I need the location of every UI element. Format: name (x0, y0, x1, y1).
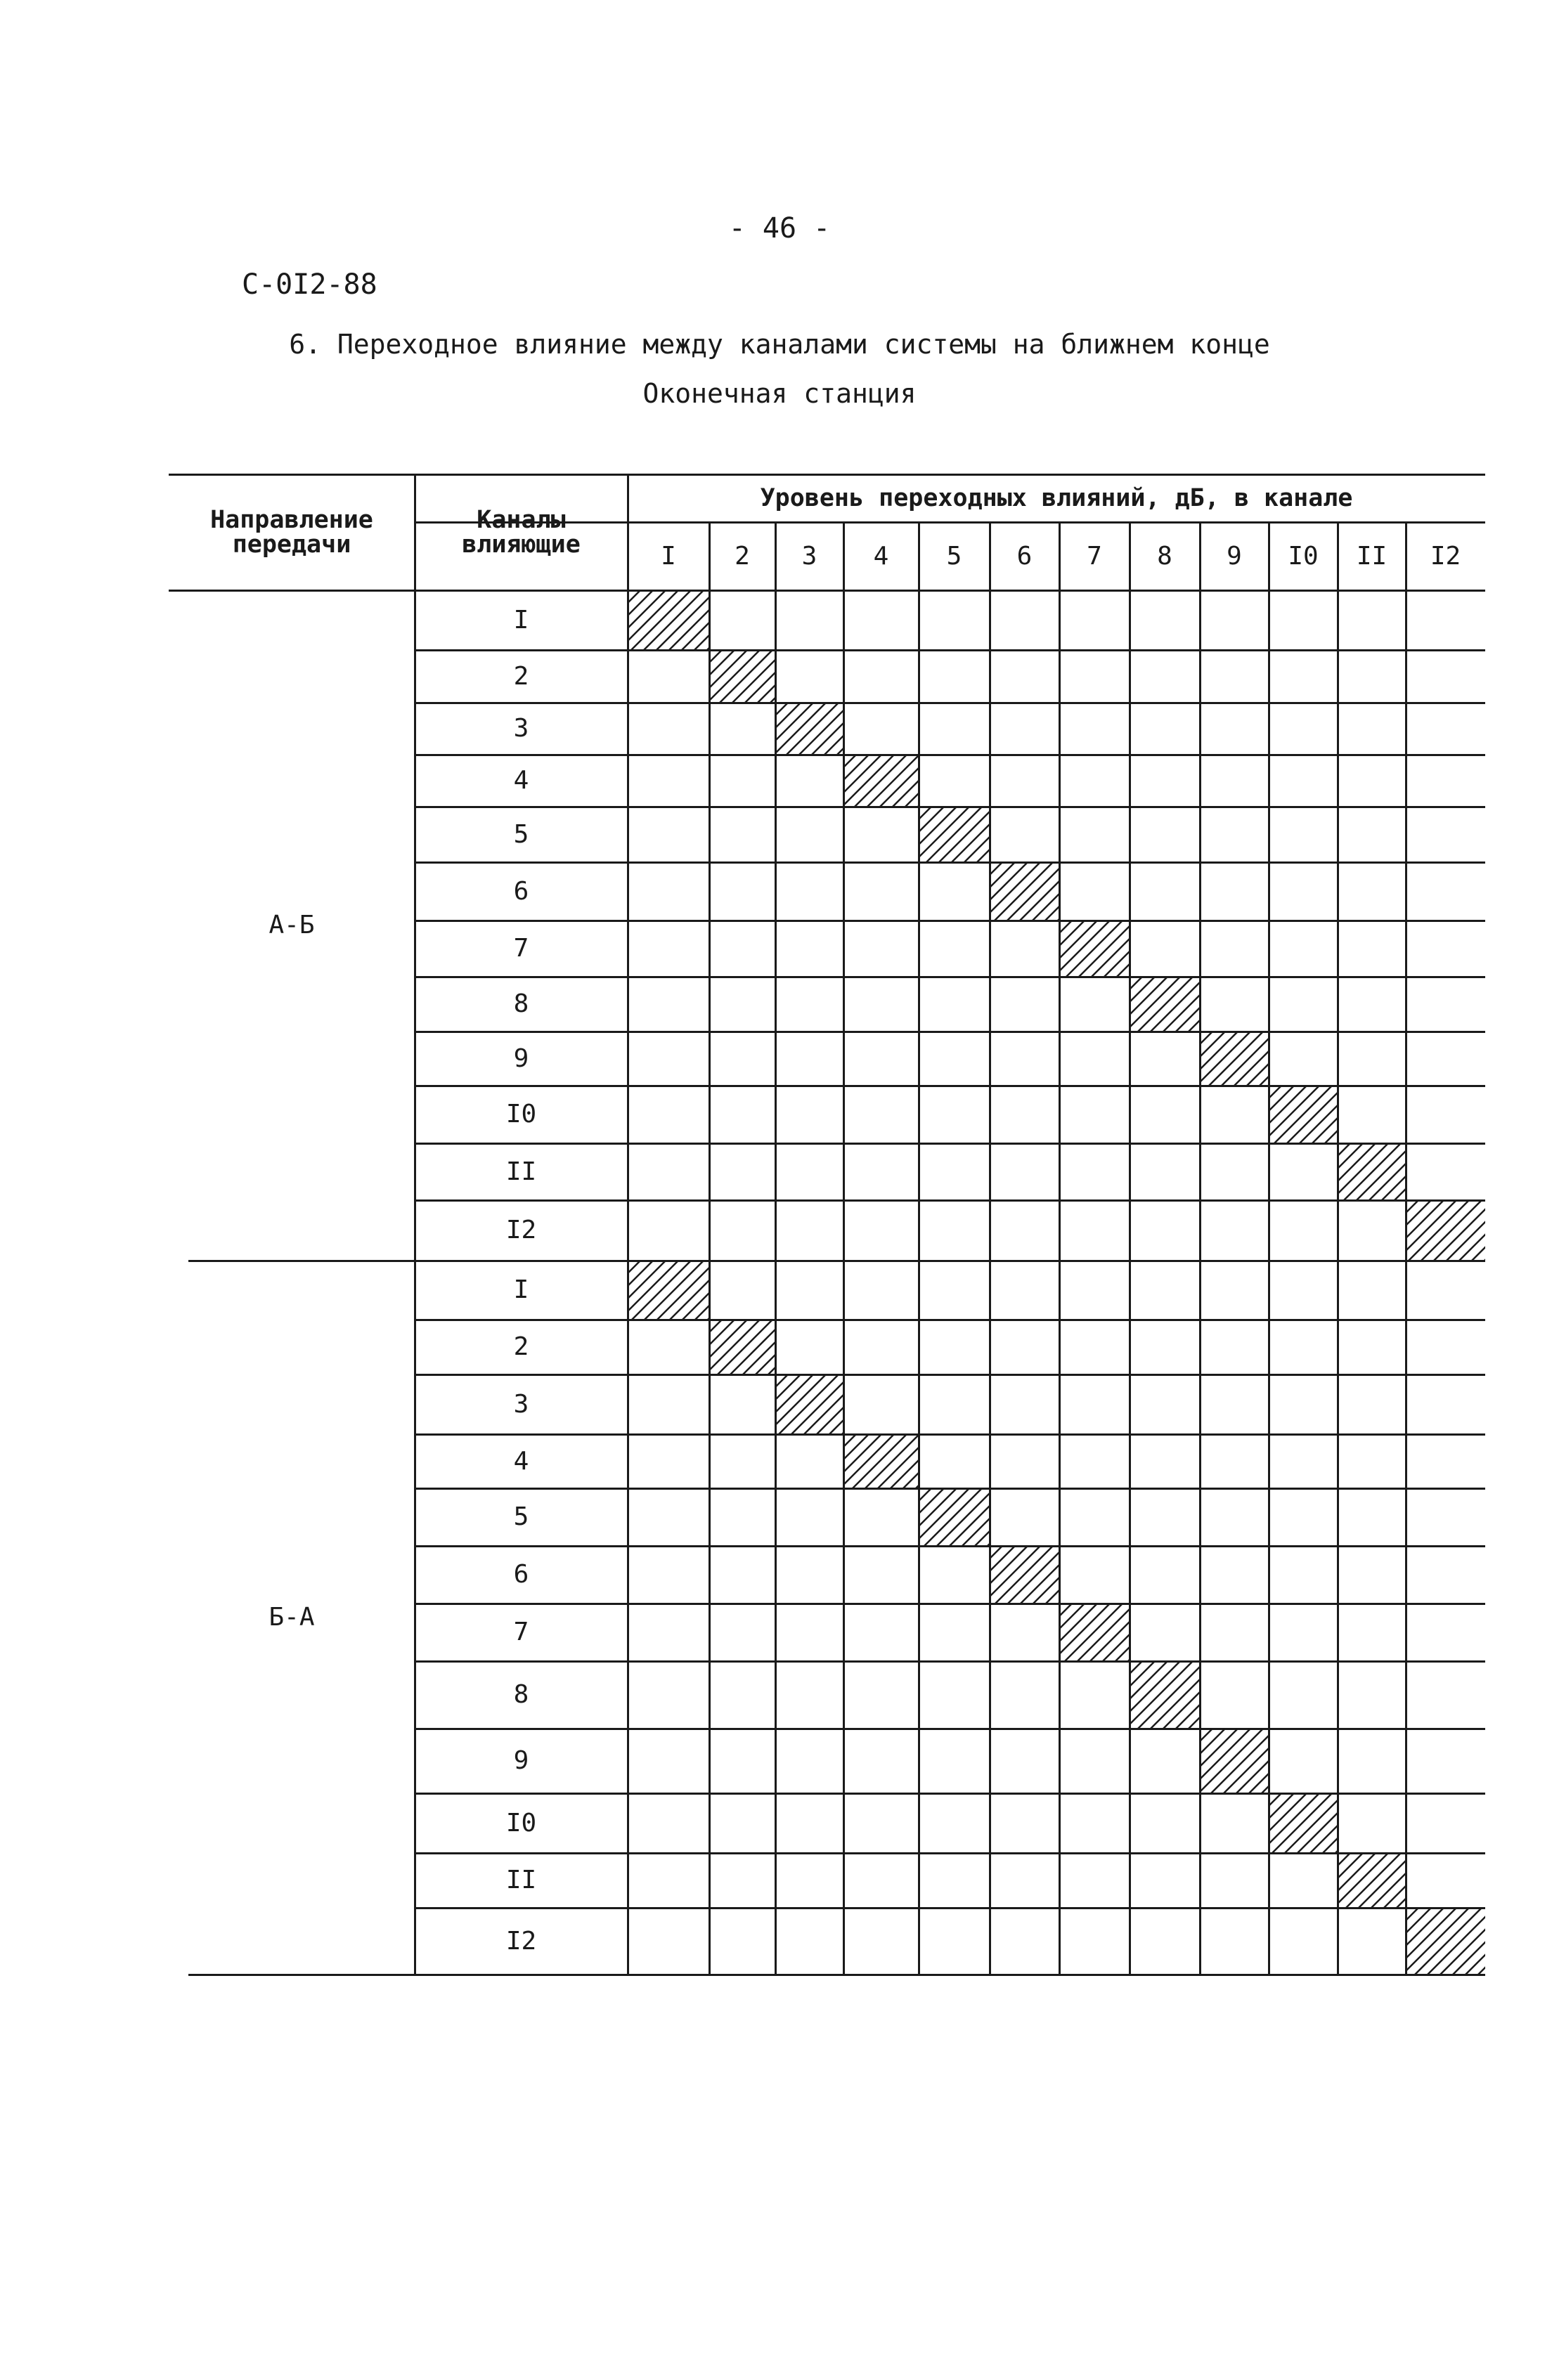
hatched-diagonal-cell (1406, 1200, 1485, 1261)
channel-row-label: 9 (513, 1746, 529, 1775)
channel-row-label: I (513, 1275, 529, 1304)
hatched-diagonal-cell (843, 755, 919, 807)
column-header-2: 2 (735, 541, 750, 571)
hatched-diagonal-cell (1200, 1729, 1269, 1793)
channel-row-label: 2 (513, 661, 529, 691)
column-header-6: 6 (1016, 541, 1033, 571)
direction-label-2: Б-А (269, 1603, 315, 1632)
column-divider (1059, 522, 1061, 1975)
hatched-diagonal-cell (1338, 1143, 1406, 1200)
hatched-diagonal-cell (990, 1546, 1059, 1604)
channel-row-label: 4 (513, 1446, 529, 1476)
column-divider (989, 522, 991, 1975)
document-title: 6. Переходное влияние между каналами системы на ближнем конце (289, 329, 1270, 360)
channel-row-label: 6 (513, 876, 529, 906)
channel-row-label: I0 (505, 1100, 537, 1129)
channel-row-label: 8 (513, 1680, 529, 1709)
hatched-diagonal-cell (628, 1261, 709, 1320)
hatched-diagonal-cell (1406, 1908, 1485, 1975)
channel-row-label: II (505, 1157, 537, 1186)
hatched-diagonal-cell (1059, 921, 1130, 977)
hatched-diagonal-cell (919, 807, 990, 862)
channel-row-label: 5 (513, 819, 529, 849)
channel-row-label: 3 (513, 1389, 529, 1419)
channel-row-label: 9 (513, 1043, 529, 1073)
column-header-11: II (1356, 541, 1387, 571)
channel-row-label: 2 (513, 1332, 529, 1361)
column-header-1: I (661, 541, 676, 571)
hatched-diagonal-cell (1130, 1661, 1200, 1729)
channel-row-label: 7 (513, 934, 529, 963)
hatched-diagonal-cell (1338, 1853, 1406, 1908)
column-divider (918, 522, 920, 1975)
channel-row-label: II (505, 1866, 537, 1894)
column-header-10: I0 (1288, 541, 1319, 571)
hatched-diagonal-cell (919, 1488, 990, 1546)
hatched-diagonal-cell (990, 862, 1059, 921)
column-header-7: 7 (1087, 541, 1102, 571)
channel-row-label: I0 (505, 1808, 537, 1838)
hatched-diagonal-cell (1269, 1086, 1338, 1143)
column-header-12: I2 (1430, 541, 1461, 571)
column-header-4: 4 (873, 541, 889, 571)
column-divider (1337, 522, 1339, 1975)
document-code: С-0I2-88 (242, 268, 377, 301)
hatched-diagonal-cell (628, 590, 709, 650)
channel-row-label: I2 (505, 1216, 537, 1244)
hatched-diagonal-cell (1200, 1032, 1269, 1086)
channel-row-label: 4 (513, 766, 529, 795)
column-header-5: 5 (946, 541, 962, 571)
hatched-diagonal-cell (775, 1374, 843, 1434)
channel-row-label: I (513, 605, 529, 635)
column-divider (709, 522, 711, 1975)
channel-row-label: 6 (513, 1560, 529, 1589)
header-level: Уровень переходных влияний, дБ, в канале (760, 483, 1353, 512)
column-header-3: 3 (801, 541, 817, 571)
header-channels: Каналы влияющие (462, 505, 581, 559)
direction-label-1: А-Б (269, 911, 315, 939)
channel-row-label: 7 (513, 1618, 529, 1646)
page-number: - 46 - (728, 212, 831, 245)
column-header-9: 9 (1227, 541, 1242, 571)
hatched-diagonal-cell (709, 1320, 775, 1374)
hatched-diagonal-cell (1269, 1793, 1338, 1853)
hatched-diagonal-cell (775, 703, 843, 755)
channel-row-label: 5 (513, 1502, 529, 1531)
column-header-8: 8 (1157, 541, 1172, 571)
channel-row-label: I2 (505, 1926, 537, 1956)
document-subtitle: Оконечная станция (642, 378, 917, 409)
hatched-diagonal-cell (843, 1434, 919, 1488)
header-direction: Направление передачи (210, 505, 373, 559)
section-bottom-rule (188, 1974, 1485, 1976)
channel-row-label: 3 (513, 714, 529, 743)
hatched-diagonal-cell (1059, 1604, 1130, 1661)
channel-row-label: 8 (513, 989, 529, 1018)
hatched-diagonal-cell (1130, 977, 1200, 1032)
column-divider (1129, 522, 1131, 1975)
hatched-diagonal-cell (709, 650, 775, 703)
